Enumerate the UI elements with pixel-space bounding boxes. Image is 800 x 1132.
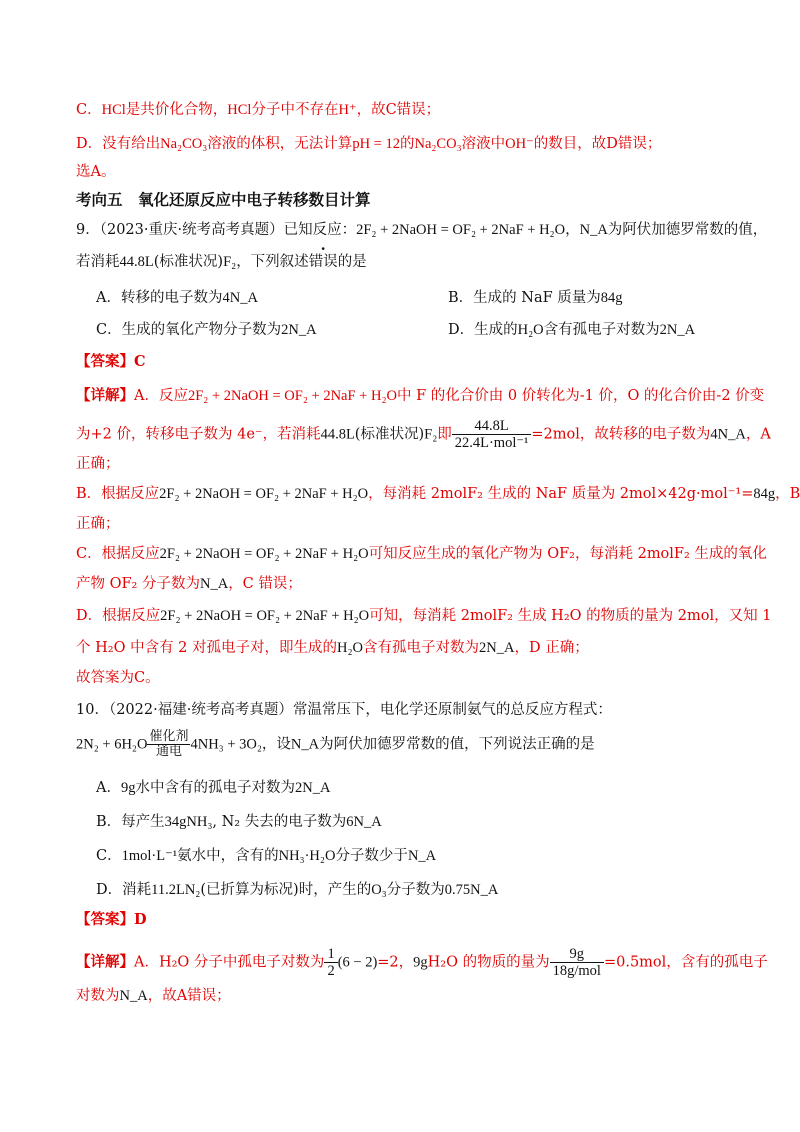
q10-stem-line1: 10．（2022·福建·统考高考真题）常温常压下，电化学还原制氨气的总反应方程式： [76, 702, 612, 718]
q9-options-row1 [96, 288, 730, 308]
q9-explanation-c-line2: 产物 OF₂ 分子数为N_A，C 错误； [76, 576, 302, 592]
q9-conclusion: 故答案为C。 [76, 670, 160, 686]
q10-option-c: C．1mol·L⁻¹氨水中，含有的NH₃·H₂O分子数少于N_A [96, 848, 437, 864]
q9-explanation-c-line1: C．根据反应2F₂ + 2NaOH = OF₂ + 2NaF + H₂O可知反应生成的氧化产物为 OF₂，每消耗 2molF₂ 生成的氧化 [76, 546, 767, 562]
q10-option-a: A．9g水中含有的孤电子对数为2N_A [96, 780, 331, 796]
q9-option-c: C．生成的氧化产物分子数为2N_A [96, 322, 317, 338]
q10-explanation-a-line2: 对数为N_A，故A错误； [76, 988, 231, 1004]
q10-stem-line2: 2N₂ + 6H₂O 催化剂 通电 4NH₃ + 3O₂，设N_A为阿伏加德罗常数的值，下列说法正确的是 [76, 729, 595, 759]
q9-stem-line2: 若消耗44.8L(标准状况)F₂，下列叙述错误的是 [76, 254, 367, 270]
prev-option-c-explanation: C．HCl是共价化合物，HCl分子中不存在H⁺，故C错误； [76, 102, 441, 118]
prev-answer-choice: 选A。 [76, 164, 116, 180]
fraction-moles-water: $\frac{9g}{\text{18g/mol}}$ [550, 946, 604, 979]
q9-explanation-a-line1: 【详解】A．反应2F₂ + 2NaOH = OF₂ + 2NaF + H₂O中 F 的化合价由 0 价转化为-1 价，O 的化合价由-2 价变 [76, 387, 765, 404]
q9-explanation-b-line1: B．根据反应2F₂ + 2NaOH = OF₂ + 2NaF + H₂O，每消耗 2molF₂ 生成的 NaF 质量为 2mol×42g·mol⁻¹=84g，B [76, 486, 800, 502]
q9-explanation-a-line2: 为+2 价，转移电子数为 4e⁻，若消耗44.8L(标准状况)F₂即 $\frac{44.8L}{\text{22.4L·mol⁻¹}}$ =2mol，故转移的电子数为4N_A，A [76, 418, 771, 451]
q9-option-b: B．生成的 NaF 质量为84g [448, 290, 623, 306]
q9-explanation-d-line2: 个 H₂O 中含有 2 对孤电子对，即生成的H₂O含有孤电子对数为2N_A，D 正确； [76, 640, 589, 656]
reaction-condition: 催化剂 通电 [149, 729, 189, 759]
q10-option-b: B．每产生34gNH₃, N₂ 失去的电子数为6N_A [96, 814, 382, 830]
prev-option-d-explanation: D．没有给出Na₂CO₃溶液的体积，无法计算pH = 12的Na₂CO₃溶液中OH⁻的数目，故D错误； [76, 136, 662, 152]
q10-answer: 【答案】D [76, 911, 147, 928]
q9-explanation-a-line3: 正确； [76, 456, 120, 472]
q9-explanation-b-line2: 正确； [76, 516, 120, 532]
fraction-moles-f2: $\frac{44.8L}{\text{22.4L·mol⁻¹}}$ [452, 418, 532, 451]
q9-answer: 【答案】C [76, 353, 146, 370]
emphasis-wrong: 错误 [308, 254, 338, 270]
q9-explanation-d-line1: D．根据反应2F₂ + 2NaOH = OF₂ + 2NaF + H₂O可知，每消耗 2molF₂ 生成 H₂O 的物质的量为 2mol，又知 1 [76, 608, 772, 624]
q9-option-d: D．生成的H₂O含有孤电子对数为2N_A [448, 322, 696, 338]
q10-option-d: D．消耗11.2LN₂(已折算为标况)时，产生的O₃分子数为0.75N_A [96, 882, 499, 898]
q10-explanation-a-line1: 【详解】A．H₂O 分子中孤电子对数为 $\frac{1}{2}$ (6 − 2)=2，9gH₂O 的物质的量为 $\frac{9g}{\text{18g/mol}}$ =0.5mol，含有的孤电子 [76, 946, 768, 979]
q9-option-a: A．转移的电子数为4N_A [96, 290, 258, 306]
q9-stem-line1: 9．（2023·重庆·统考高考真题）已知反应：2F₂ + 2NaOH = OF₂ + 2NaF + H₂O，N_A为阿伏加德罗常数的值， [76, 222, 768, 238]
fraction-one-half: $\frac{1}{2}$ [324, 946, 337, 979]
q9-options-row2 [96, 320, 730, 340]
section-title: 考向五 氧化还原反应中电子转移数目计算 [76, 191, 371, 209]
q9-equation: 2F₂ + 2NaOH = OF₂ + 2NaF + H₂O [356, 222, 566, 238]
